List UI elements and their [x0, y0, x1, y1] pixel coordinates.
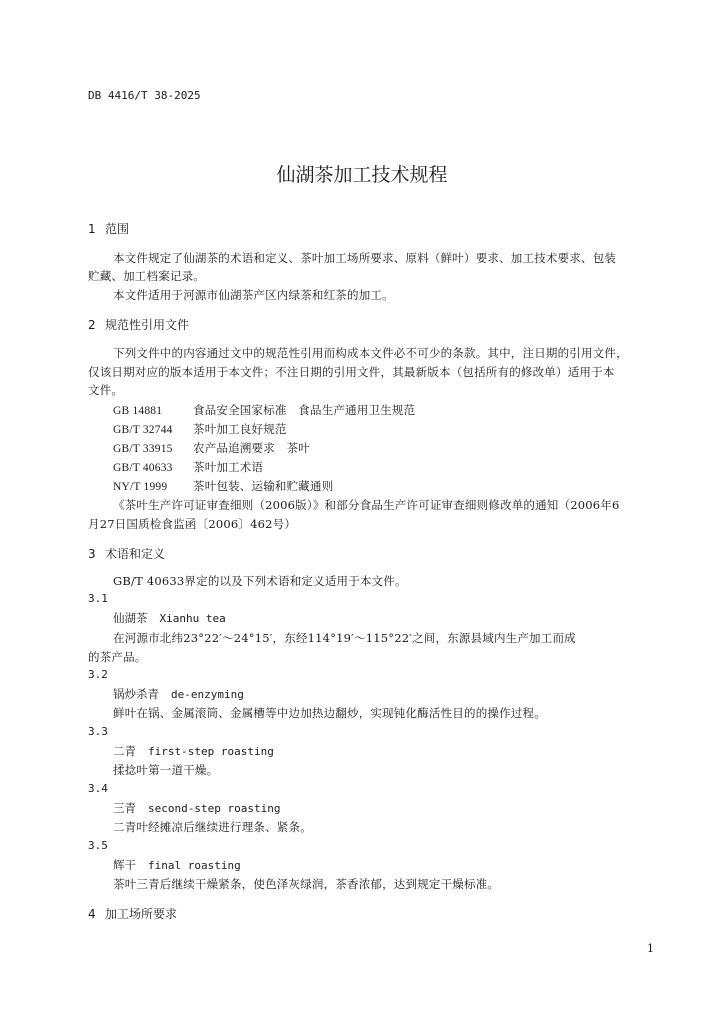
clause-number: 3.2: [88, 668, 108, 681]
reference-name: 茶叶加工术语: [193, 460, 264, 474]
term-entry: [113, 800, 280, 816]
paragraph-line: 仅该日期对应的版本适用于本文件；不注日期的引用文件，其最新版本（包括所有的修改单）适用于本: [88, 365, 615, 379]
document-title: 仙湖茶加工技术规程: [276, 164, 448, 186]
term-entry: [113, 743, 274, 759]
section-title: 术语和定义: [105, 547, 166, 561]
section-1-heading: [88, 220, 129, 237]
paragraph-line: 本文件规定了仙湖茶的术语和定义、茶叶加工场所要求、原料（鲜叶）要求、加工技术要求、包装: [113, 251, 617, 265]
section-number: 1: [88, 222, 96, 236]
section-3-heading: [88, 545, 165, 562]
definition-line: 在河源市北纬23°22′～24°15′，东经114°19′～115°22′之间，东源县域内生产加工而成: [113, 631, 576, 645]
definition-line: 鲜叶在锅、金属滚筒、金属槽等中边加热边翻炒，实现钝化酶活性目的的操作过程。: [113, 706, 546, 720]
term-chinese: 仙湖茶: [113, 611, 148, 625]
term-entry: [113, 610, 226, 626]
reference-name: 农产品追溯要求 茶叶: [193, 441, 310, 455]
document-number: DB 4416/T 38-2025: [88, 89, 201, 102]
paragraph-line: 月27日国质检食监函〔2006〕462号）: [88, 517, 297, 531]
reference-code: NY/T 1999: [113, 481, 168, 493]
reference-name: 茶叶包装、运输和贮藏通则: [193, 479, 334, 493]
term-entry: [113, 686, 244, 702]
paragraph-line: 文件。: [88, 383, 124, 397]
paragraph-line: 贮藏、加工档案记录。: [88, 269, 205, 283]
term-english: second-step roasting: [148, 802, 281, 815]
clause-number: 3.5: [88, 839, 108, 852]
clause-number: 3.3: [88, 725, 108, 738]
reference-item: [113, 421, 287, 437]
paragraph-line: GB/T 40633界定的以及下列术语和定义适用于本文件。: [113, 574, 407, 588]
term-chinese: 三青: [113, 801, 136, 815]
clause-number: 3.4: [88, 782, 108, 795]
clause-number: 3.1: [88, 592, 108, 605]
reference-item: [113, 402, 415, 418]
section-number: 2: [88, 318, 96, 332]
paragraph-line: 《茶叶生产许可证审查细则（2006版）》和部分食品生产许可证审查细则修改单的通知（2006年6: [113, 498, 620, 512]
section-title: 加工场所要求: [105, 907, 178, 921]
reference-code: GB/T 33915: [113, 443, 173, 455]
section-number: 4: [88, 907, 96, 921]
term-chinese: 二青: [113, 744, 136, 758]
term-english: first-step roasting: [148, 745, 274, 758]
section-title: 规范性引用文件: [105, 318, 190, 332]
definition-line: 的茶产品。: [88, 650, 147, 664]
section-number: 3: [88, 547, 96, 561]
term-english: Xianhu tea: [159, 612, 226, 625]
term-chinese: 辉干: [113, 858, 136, 872]
definition-line: 揉捻叶第一道干燥。: [113, 763, 219, 777]
paragraph-line: 下列文件中的内容通过文中的规范性引用而构成本文件必不可少的条款。其中，注日期的引用文件，: [113, 346, 628, 360]
section-2-heading: [88, 316, 189, 333]
definition-line: 二青叶经摊凉后继续进行理条、紧条。: [113, 820, 312, 834]
term-english: de-enzyming: [171, 688, 244, 701]
reference-code: GB/T 40633: [113, 462, 173, 474]
reference-item: [113, 440, 310, 456]
term-english: final roasting: [148, 859, 241, 872]
paragraph-line: 本文件适用于河源市仙湖茶产区内绿茶和红茶的加工。: [113, 288, 394, 302]
term-entry: [113, 857, 241, 873]
reference-item: [113, 459, 263, 475]
definition-line: 茶叶三青后继续干燥紧条，使色泽灰绿润，茶香浓郁，达到规定干燥标准。: [113, 877, 500, 891]
section-title: 范围: [105, 222, 130, 236]
reference-name: 食品安全国家标准 食品生产通用卫生规范: [193, 403, 416, 417]
reference-code: GB/T 32744: [113, 424, 173, 436]
reference-item: [113, 478, 333, 494]
reference-name: 茶叶加工良好规范: [193, 422, 287, 436]
reference-code: GB 14881: [113, 405, 163, 417]
term-chinese: 锅炒杀青: [113, 687, 159, 701]
page-number: 1: [647, 942, 654, 955]
section-4-heading: [88, 905, 177, 922]
